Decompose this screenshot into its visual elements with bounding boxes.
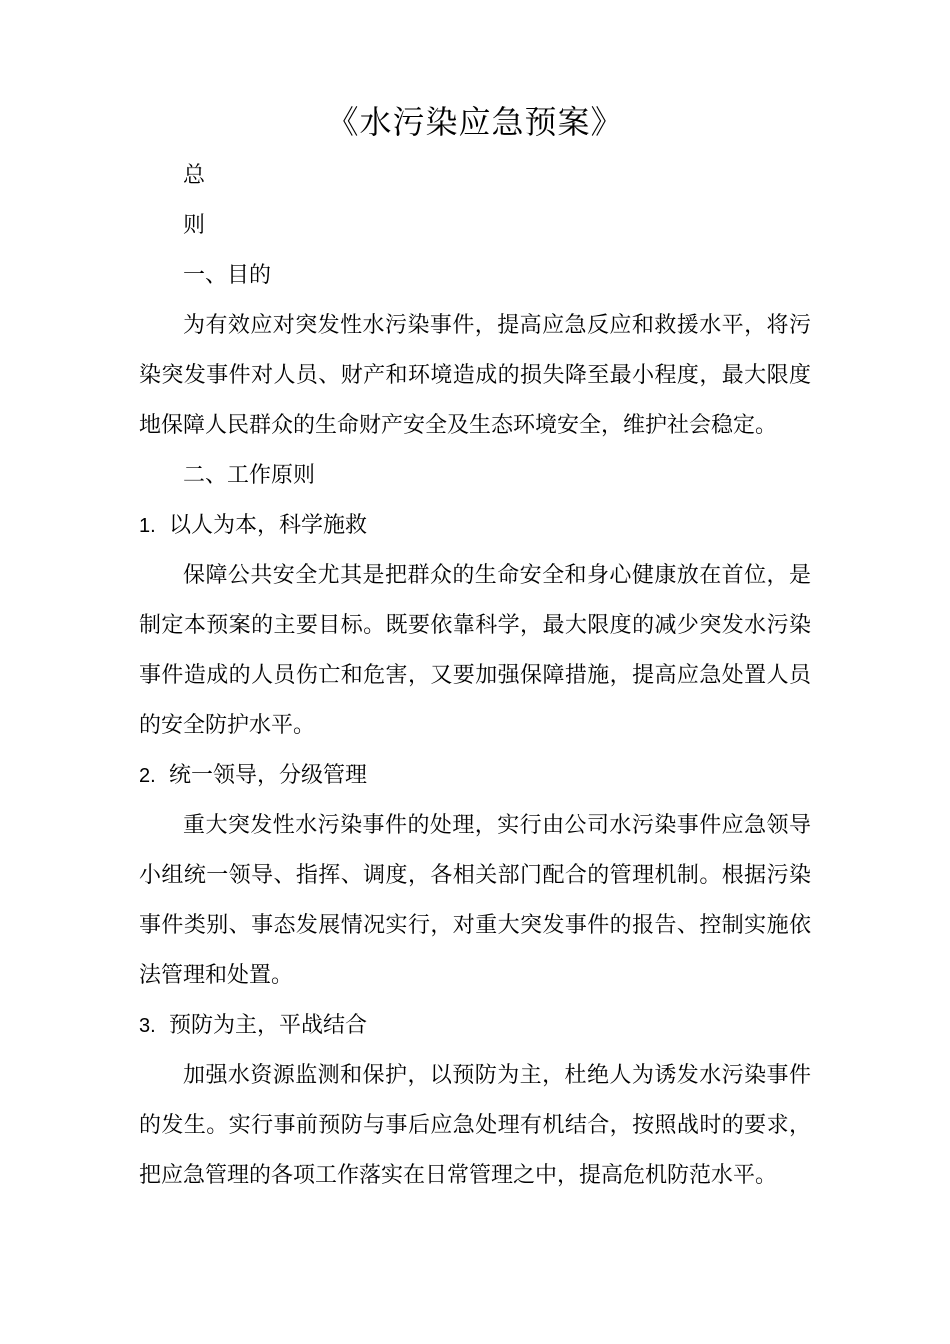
principle-1-heading [139, 501, 811, 551]
principle-3-number: 3. [139, 1015, 156, 1037]
principle-1-number: 1. [139, 515, 156, 537]
principle-2-number: 2. [139, 765, 156, 787]
heading-general-part2: 则 [183, 213, 206, 238]
principle-3-title: 预防为主，平战结合 [169, 1013, 368, 1038]
heading-general-part1: 总 [183, 163, 206, 188]
principle-2-title: 统一领导，分级管理 [169, 763, 368, 788]
section-purpose-paragraph: 为有效应对突发性水污染事件，提高应急反应和救援水平，将污染突发事件对人员、财产和环境造成的损失降至最小程度，最大限度地保障人民群众的生命财产安全及生态环境安全，维护社会稳定。 [139, 313, 811, 438]
principle-3-paragraph: 加强水资源监测和保护，以预防为主，杜绝人为诱发水污染事件的发生。实行事前预防与事后应急处理有机结合，按照战时的要求，把应急管理的各项工作落实在日常管理之中，提高危机防范水平。 [139, 1063, 811, 1188]
document-body [139, 151, 811, 1201]
principle-1-paragraph: 保障公共安全尤其是把群众的生命安全和身心健康放在首位，是制定本预案的主要目标。既要依靠科学，最大限度的减少突发水污染事件造成的人员伤亡和危害，又要加强保障措施，提高应急处置人员的安全防护水平。 [139, 563, 811, 738]
principle-2-heading [139, 751, 811, 801]
document-title: 《水污染应急预案》 [326, 103, 624, 141]
principle-1-title: 以人为本，科学施救 [169, 513, 368, 538]
section-principles-heading: 二、工作原则 [183, 463, 316, 488]
principle-3-heading [139, 1001, 811, 1051]
principle-2-paragraph: 重大突发性水污染事件的处理，实行由公司水污染事件应急领导小组统一领导、指挥、调度，各相关部门配合的管理机制。根据污染事件类别、事态发展情况实行，对重大突发事件的报告、控制实施依法管理和处置。 [139, 813, 811, 988]
section-purpose-heading: 一、目的 [183, 263, 272, 288]
